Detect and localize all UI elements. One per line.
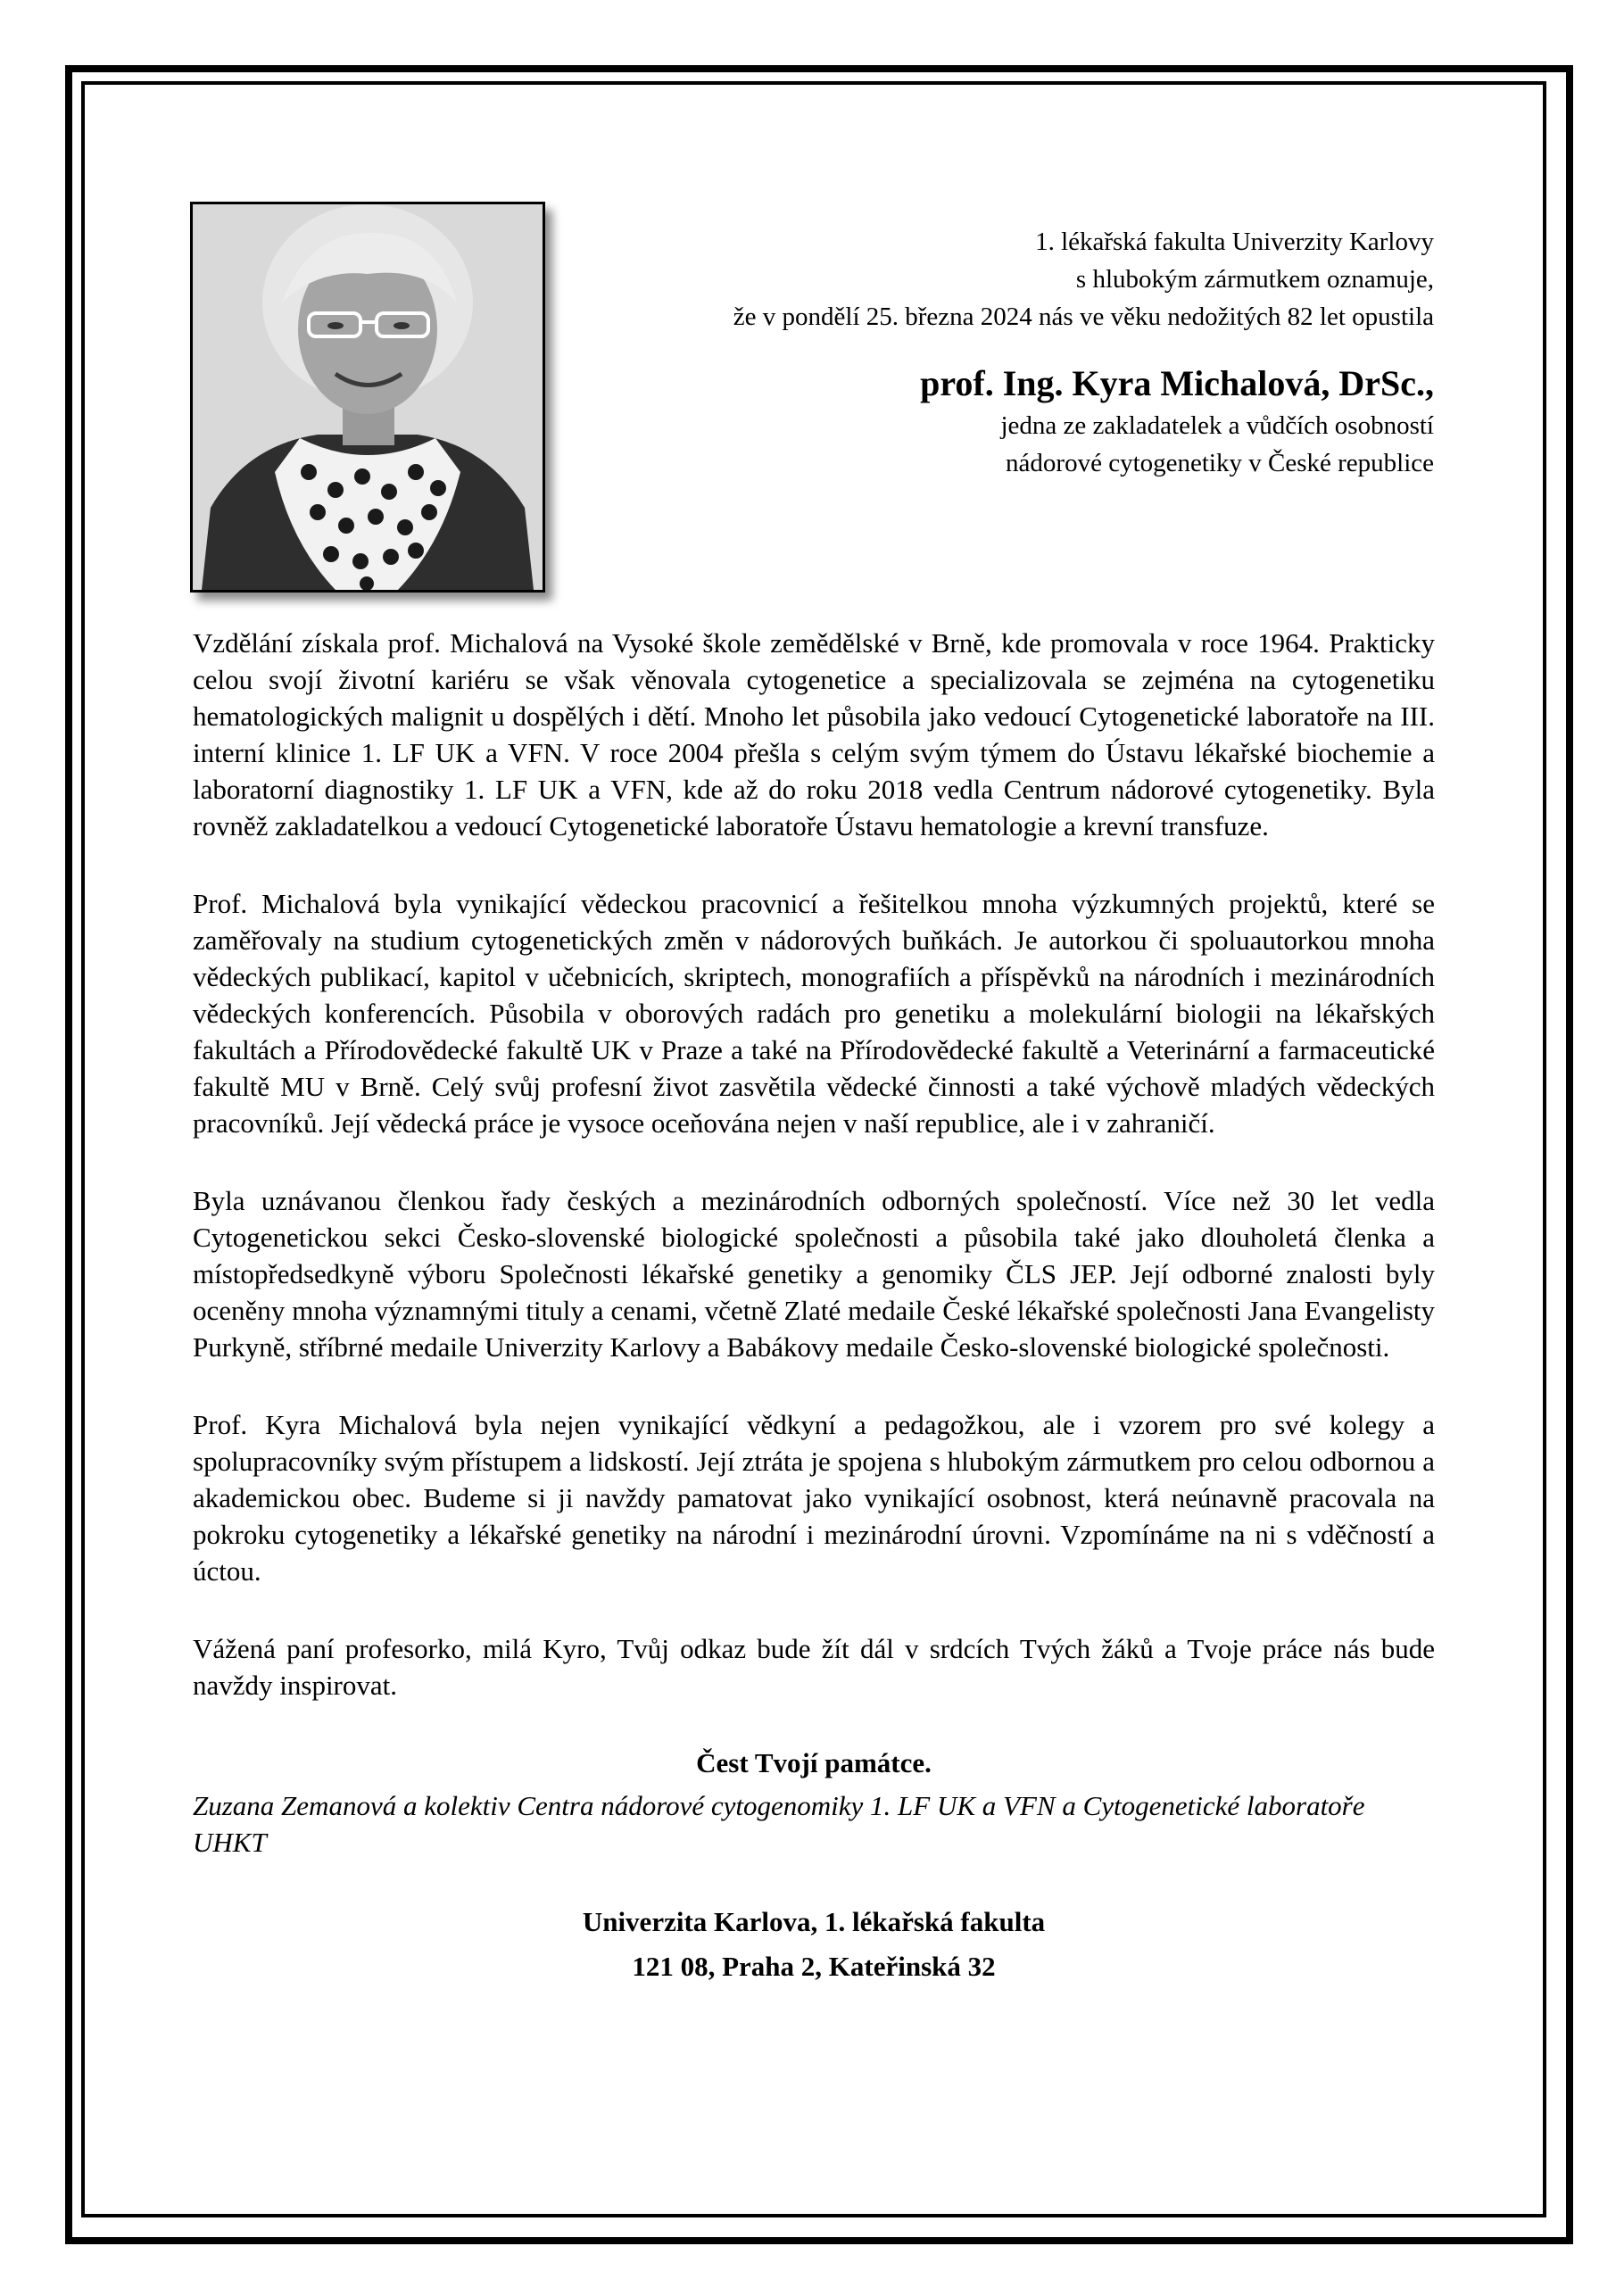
role-line-2: nádorové cytogenetiky v České republice — [1006, 449, 1434, 477]
closing-line: Čest Tvojí památce. — [696, 1747, 932, 1778]
paragraph-research: Prof. Michalová byla vynikající vědeckou pracovnicí a řešitelkou mnoha výzkumných projektů, které se zaměřovaly na studium cytogenetických změn v nádorových buňkách. Je autorkou či spoluautorkou mnoha vědeckých publikací, kapitol v učebnicích, skriptech, monografiích a příspěvků na národních i mezinárodních vědeckých konferencích. Působila v oborových radách pro genetiku a molekulární biologii na lékařských fakultách a Přírodovědecké fakultě UK v Praze a také na Přírodovědecké fakultě a Veterinární a farmaceutické fakultě MU v Brně. Celý svůj profesní život zasvětila vědecké činnosti a také výchově mladých vědeckých pracovníků. Její vědecká práce je vysoce oceňována nejen v naší republice, ale i v zahraničí. — [193, 888, 1435, 1139]
footer-address — [193, 1900, 1435, 1989]
deceased-name: prof. Ing. Kyra Michalová, DrSc., — [920, 363, 1434, 403]
announcement-line: s hlubokým zármutkem oznamuje, — [1075, 265, 1434, 294]
portrait-photo — [190, 202, 545, 593]
signature: Zuzana Zemanová a kolektiv Centra nádorové cytogenomiky 1. LF UK a VFN a Cytogenetické laboratoře UHKT — [193, 1790, 1365, 1858]
announcement-header — [571, 223, 1434, 482]
footer-street: 121 08, Praha 2, Kateřinská 32 — [632, 1951, 996, 1982]
paragraph-education: Vzdělání získala prof. Michalová na Vysoké škole zemědělské v Brně, kde promovala v roce 1964. Prakticky celou svojí životní kariéru se však věnovala cytogenetice a specializovala se zejména na cytogenetiku hematologických malignit u dospělých i dětí. Mnoho let působila jako vedoucí Cytogenetické laboratoře na III. interní klinice 1. LF UK a VFN. V roce 2004 přešla s celým svým týmem do Ústavu lékařské biochemie a laboratorní diagnostiky 1. LF UK a VFN, kde až do roku 2018 vedla Centrum nádorové cytogenetiky. Byla rovněž zakladatelkou a vedoucí Cytogenetické laboratoře Ústavu hematologie a krevní transfuze. — [193, 627, 1435, 841]
portrait-icon — [193, 204, 543, 590]
footer-institution: Univerzita Karlova, 1. lékařská fakulta — [582, 1906, 1046, 1937]
role-line-1: jedna ze zakladatelek a vůdčích osobností — [1000, 411, 1434, 440]
paragraph-farewell: Vážená paní profesorko, milá Kyro, Tvůj odkaz bude žít dál v srdcích Tvých žáků a Tvoje práce nás bude navždy inspirovat. — [193, 1633, 1435, 1701]
paragraph-societies: Byla uznávanou členkou řady českých a mezinárodních odborných společností. Více než 30 let vedla Cytogenetickou sekci Česko-slovenské biologické společnosti a působila také jako dlouholetá členka a místopředsedkyně výboru Společnosti lékařské genetiky a genomiky ČLS JEP. Její odborné znalosti byly oceněny mnoha významnými tituly a cenami, včetně Zlaté medaile České lékařské společnosti Jana Evangelisty Purkyně, stříbrné medaile Univerzity Karlovy a Babákovy medaile Česko-slovenské biologické společnosti. — [193, 1185, 1435, 1363]
faculty-line: 1. lékařská fakulta Univerzity Karlovy — [1035, 228, 1434, 256]
obituary-body — [193, 625, 1435, 1989]
paragraph-legacy: Prof. Kyra Michalová byla nejen vynikající vědkyní a pedagožkou, ale i vzorem pro své kolegy a spolupracovníky svým přístupem a lidskostí. Její ztráta je spojena s hlubokým zármutkem pro celou odbornou a akademickou obec. Budeme si ji navždy pamatovat jako vynikající osobnost, která neúnavně pracovala na pokroku cytogenetiky a lékařské genetiky na národní i mezinárodní úrovni. Vzpomínáme na ni s vděčností a úctou. — [193, 1409, 1435, 1587]
date-line: že v pondělí 25. března 2024 nás ve věku nedožitých 82 let opustila — [733, 303, 1434, 331]
